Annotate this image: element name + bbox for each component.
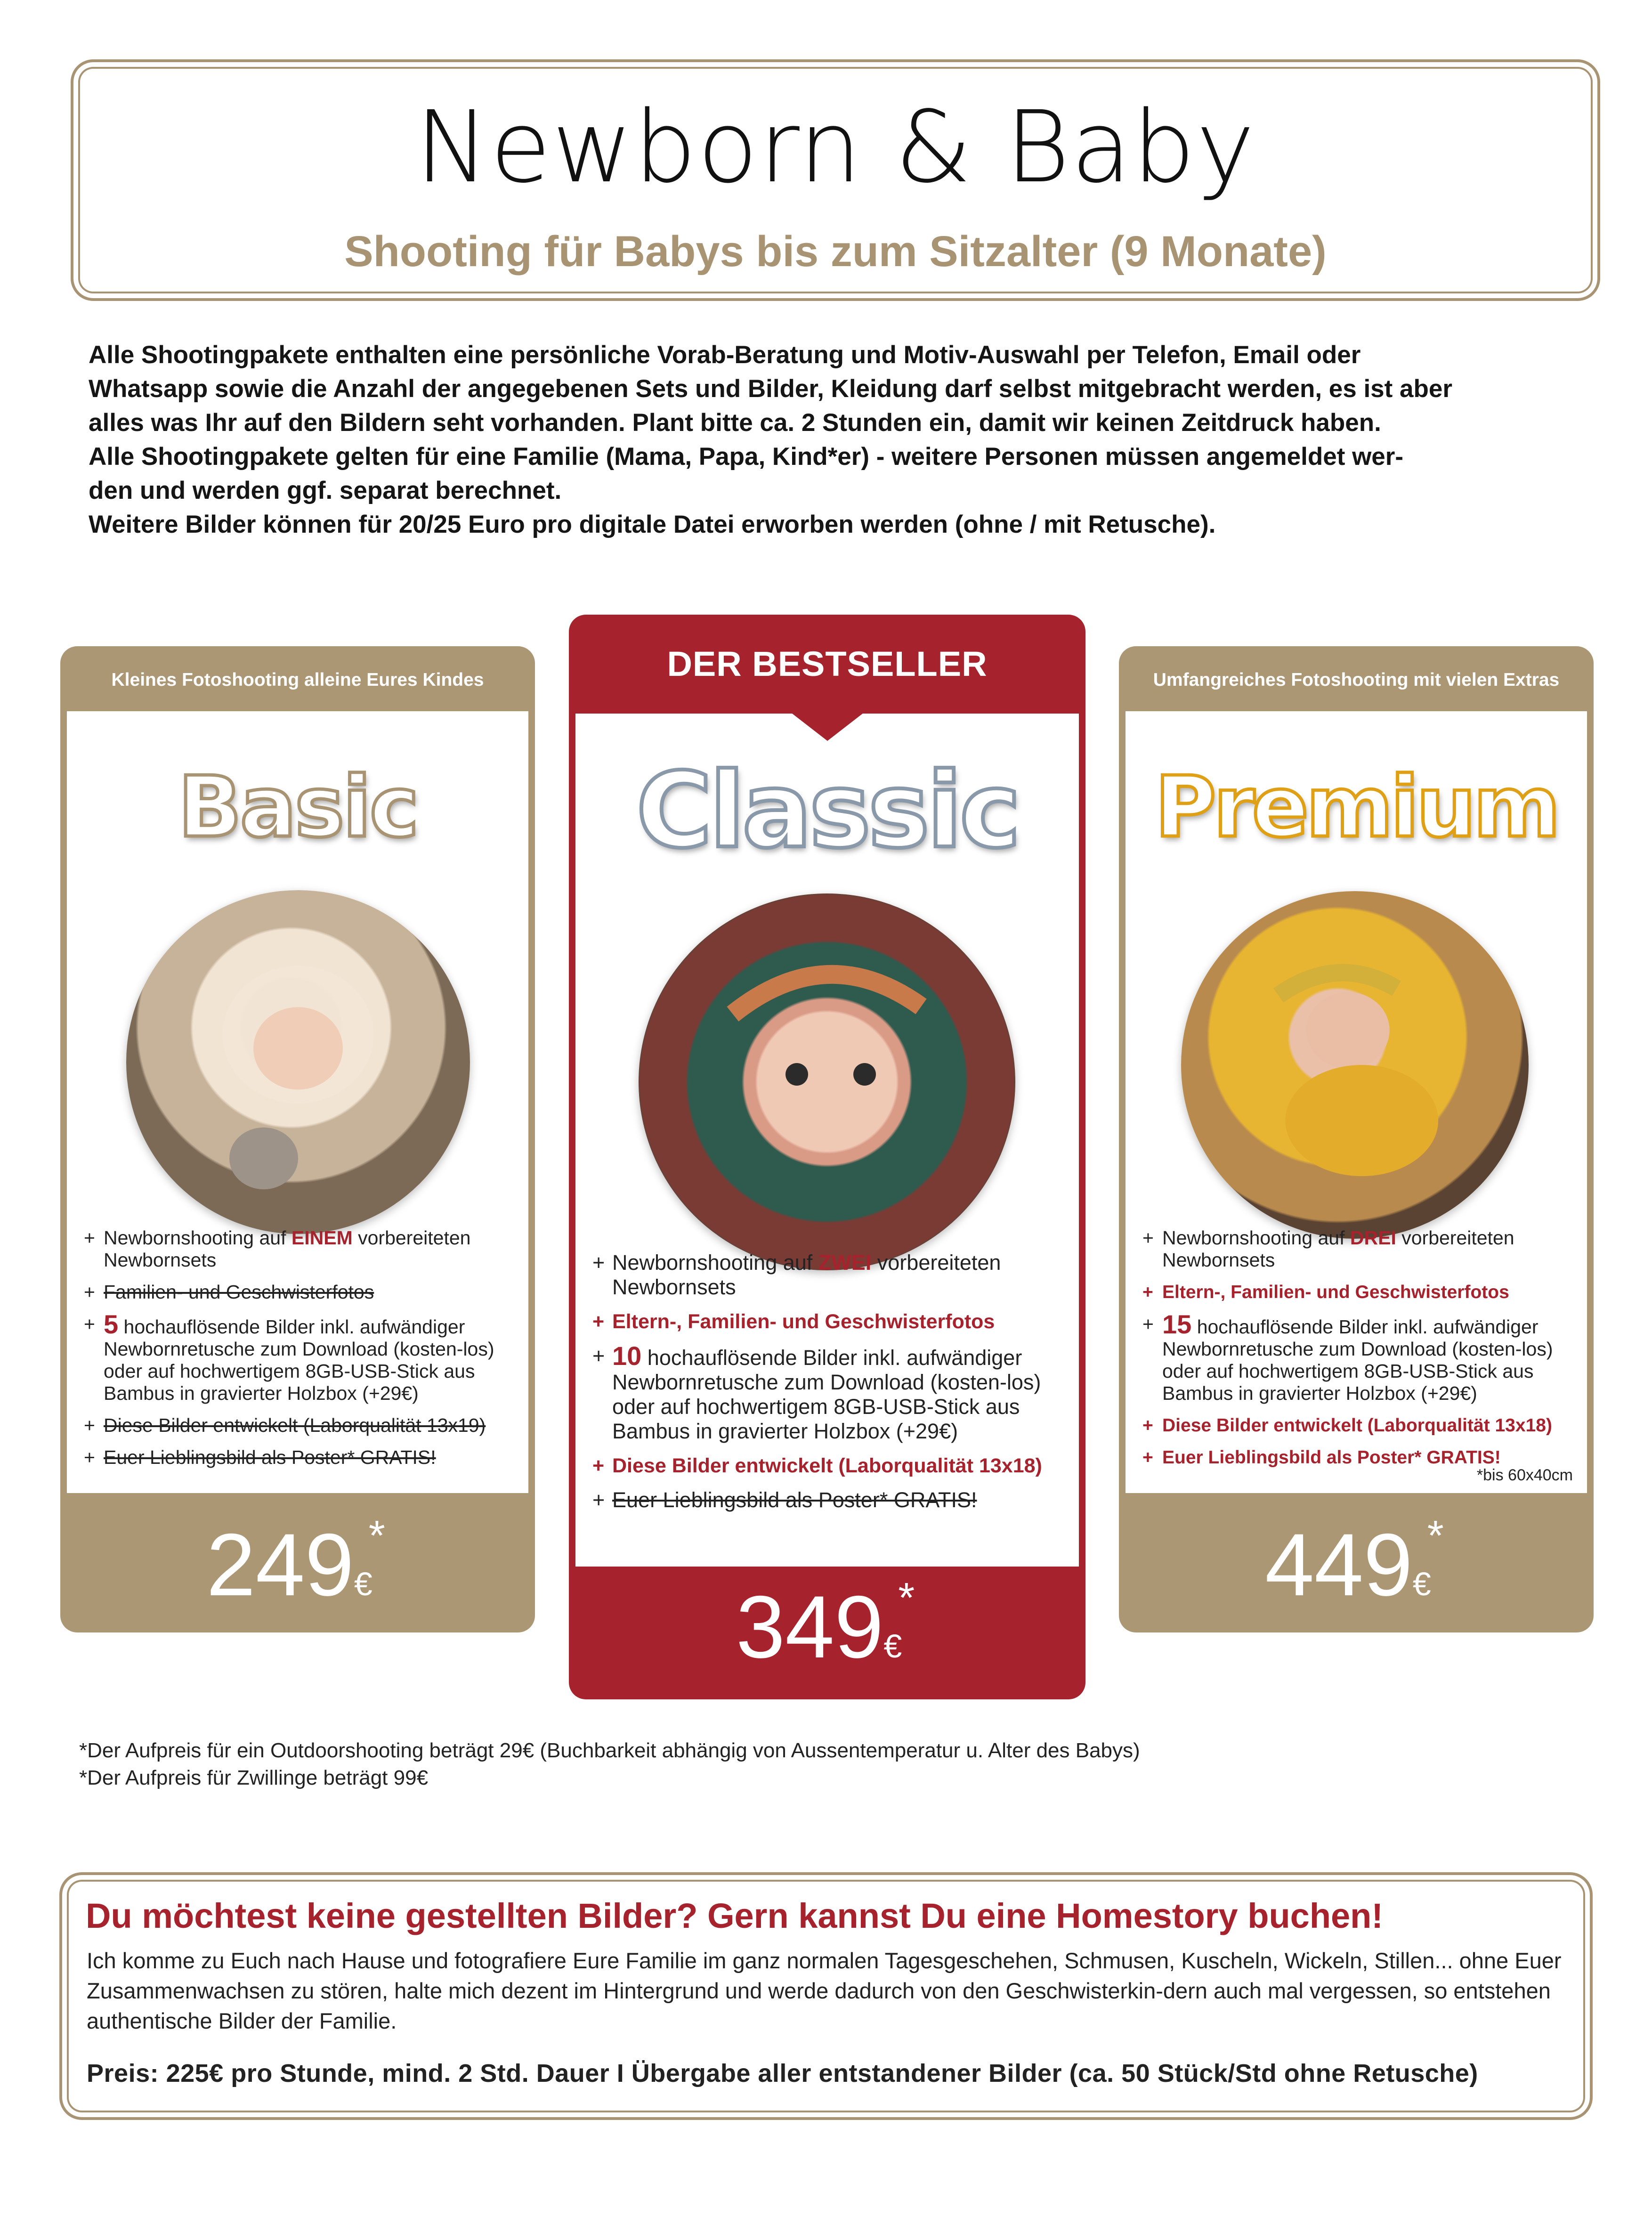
feature-text: vorbereiteten Newbornsets <box>104 1227 471 1271</box>
intro-text <box>89 338 1572 542</box>
feature-text: vorbereiteten Newbornsets <box>612 1251 1001 1299</box>
note-outdoor: *Der Aufpreis für ein Outdoorshooting beträgt 29€ (Buchbarkeit abhängig von Aussentemperatur u. Alter des Babys) <box>79 1739 1140 1762</box>
feature-text: hochauflösende Bilder inkl. aufwändiger Newbornretusche zum Download (kosten-los) oder auf hochwertigem 8GB-USB-Stick aus Bambus in gravierter Holzbox (+29€) <box>612 1346 1041 1443</box>
feature-item-highlight <box>592 1454 1068 1478</box>
feature-text: vorbereiteten Newbornsets <box>1162 1227 1514 1271</box>
plus-icon: + <box>84 1313 95 1335</box>
bestseller-label: DER BESTSELLER <box>667 644 988 683</box>
currency: € <box>354 1566 373 1602</box>
plus-icon: + <box>1142 1282 1153 1302</box>
price-value: 349 <box>736 1577 884 1676</box>
package-panel <box>1126 711 1587 1493</box>
plus-icon: + <box>592 1251 605 1275</box>
homestory-price: Preis: 225€ pro Stunde, mind. 2 Std. Dauer I Übergabe aller entstandener Bilder (ca. 50 Stück/Std ohne Retusche) <box>87 2059 1478 2087</box>
feature-item <box>84 1227 517 1271</box>
plus-icon: + <box>84 1281 95 1303</box>
feature-text: Familien- und Geschwisterfotos <box>104 1281 374 1303</box>
homestory-heading: Du möchtest keine gestellten Bilder? Gern kannst Du eine Homestory buchen! <box>86 1896 1384 1935</box>
homestory-text: Ich komme zu Euch nach Hause und fotografiere Eure Familie im ganz normalen Tagesgeschehen, Schmusen, Kuscheln, Wickeln, Stillen... ohne Euer Zusammenwachsen zu stören, halte mich dezent im Hintergrund und werde dadurch von den Geschwisterkin-dern auch mal vergessen, so entstehen authentische Bilder der Familie. <box>87 1948 1562 2033</box>
package-panel <box>67 711 528 1493</box>
feature-text: hochauflösende Bilder inkl. aufwändiger Newbornretusche zum Download (kosten-los) oder auf hochwertigem 8GB-USB-Stick aus Bambus in gravierter Holzbox (+29€) <box>1162 1316 1553 1404</box>
baby-photo <box>126 890 470 1234</box>
package-card-premium <box>1119 646 1594 1632</box>
price <box>60 1514 535 1616</box>
plus-icon: + <box>592 1344 605 1368</box>
package-name: Classic <box>636 750 1019 871</box>
feature-text: Euer Lieblingsbild als Poster* GRATIS! <box>612 1488 977 1512</box>
price-value: 449 <box>1265 1515 1413 1614</box>
note-twins: *Der Aufpreis für Zwillinge beträgt 99€ <box>79 1766 429 1789</box>
package-card-classic <box>569 615 1085 1699</box>
feature-text: Newbornshooting auf <box>1162 1227 1350 1249</box>
intro-line: Alle Shootingpakete enthalten eine persönliche Vorab-Beratung und Motiv-Auswahl per Telefon, Email oder <box>89 341 1361 369</box>
package-tagline: Umfangreiches Fotoshooting mit vielen Extras <box>1153 670 1560 690</box>
baby-with-flower-crown-photo-icon <box>639 893 1015 1270</box>
feature-text: Eltern-, Familien- und Geschwisterfotos <box>612 1310 995 1333</box>
page-title: Newborn & Baby <box>415 89 1256 205</box>
intro-line: alles was Ihr auf den Bildern seht vorhanden. Plant bitte ca. 2 Stunden ein, damit wir keinen Zeitdruck haben. <box>89 409 1381 437</box>
package-card-basic <box>60 646 535 1632</box>
feature-item <box>1142 1309 1576 1405</box>
feature-item-highlight <box>1142 1414 1576 1437</box>
currency: € <box>1412 1566 1431 1602</box>
plus-icon: + <box>592 1488 605 1512</box>
package-name: Premium <box>1155 758 1558 856</box>
baby-photo <box>1181 891 1529 1239</box>
feature-item-highlight <box>592 1309 1068 1334</box>
price <box>1119 1514 1594 1616</box>
plus-icon: + <box>1142 1313 1154 1335</box>
plus-icon: + <box>84 1446 95 1468</box>
feature-item-excluded <box>84 1281 517 1303</box>
package-tagline: Kleines Fotoshooting alleine Eures Kindes <box>111 670 484 690</box>
feature-item-highlight <box>1142 1446 1576 1469</box>
feature-list <box>592 1251 1068 1522</box>
price-asterisk: * <box>898 1575 915 1622</box>
feature-highlight: DREI <box>1350 1227 1396 1249</box>
feature-text: hochauflösende Bilder inkl. aufwändiger Newbornretusche zum Download (kosten-los) oder auf hochwertigem 8GB-USB-Stick aus Bambus in gravierter Holzbox (+29€) <box>104 1316 494 1404</box>
baby-in-knit-bonnet-photo-icon <box>126 890 470 1234</box>
feature-text: Newbornshooting auf <box>104 1227 292 1249</box>
feature-item <box>592 1341 1068 1444</box>
feature-text: Diese Bilder entwickelt (Laborqualität 13x18) <box>1162 1415 1552 1436</box>
poster-size-note: *bis 60x40cm <box>1476 1466 1573 1484</box>
feature-item <box>1142 1227 1576 1271</box>
price-asterisk: * <box>368 1512 385 1559</box>
plus-icon: + <box>1142 1415 1153 1436</box>
feature-list <box>1142 1227 1576 1478</box>
package-name: Basic <box>178 758 418 856</box>
intro-line: den und werden ggf. separat berechnet. <box>89 477 562 504</box>
package-panel <box>575 714 1079 1567</box>
intro-line: Whatsapp sowie die Anzahl der angegebenen Sets und Bilder, Kleidung darf selbst mitgebracht werden, es ist aber <box>89 375 1452 403</box>
image-count: 10 <box>612 1341 642 1371</box>
plus-icon: + <box>84 1414 95 1436</box>
header-box <box>71 59 1600 301</box>
feature-item-excluded <box>84 1414 517 1437</box>
plus-icon: + <box>84 1227 95 1249</box>
baby-photo <box>639 893 1015 1270</box>
feature-text: Newbornshooting auf <box>612 1251 818 1275</box>
image-count: 15 <box>1162 1309 1192 1339</box>
intro-line: Alle Shootingpakete gelten für eine Familie (Mama, Papa, Kind*er) - weitere Personen müssen angemeldet wer- <box>89 443 1404 471</box>
price-asterisk: * <box>1427 1512 1444 1559</box>
feature-text: Diese Bilder entwickelt (Laborqualität 13x18) <box>612 1454 1042 1477</box>
baby-in-yellow-wrap-photo-icon <box>1181 891 1529 1239</box>
feature-highlight: EINEM <box>291 1227 353 1249</box>
feature-item-excluded <box>84 1446 517 1469</box>
feature-list <box>84 1227 517 1478</box>
plus-icon: + <box>1142 1447 1153 1468</box>
price <box>569 1576 1085 1678</box>
homestory-box <box>59 1872 1593 2120</box>
feature-text: Euer Lieblingsbild als Poster* GRATIS! <box>104 1446 436 1468</box>
bestseller-notch <box>790 712 865 741</box>
feature-item-highlight <box>1142 1281 1576 1303</box>
feature-item-excluded <box>592 1488 1068 1512</box>
intro-line: Weitere Bilder können für 20/25 Euro pro digitale Datei erworben werden (ohne / mit Retusche). <box>89 511 1216 538</box>
feature-text: Diese Bilder entwickelt (Laborqualität 13x19) <box>104 1414 486 1436</box>
plus-icon: + <box>592 1454 605 1477</box>
surcharge-notes <box>79 1737 1140 1792</box>
page-subtitle: Shooting für Babys bis zum Sitzalter (9 Monate) <box>344 227 1327 276</box>
feature-text: Euer Lieblingsbild als Poster* GRATIS! <box>1162 1447 1501 1468</box>
image-count: 5 <box>104 1309 119 1339</box>
feature-highlight: ZWEI <box>818 1251 872 1275</box>
currency: € <box>883 1628 902 1665</box>
feature-item <box>84 1309 517 1405</box>
plus-icon: + <box>592 1310 605 1333</box>
feature-item <box>592 1251 1068 1299</box>
feature-text: Eltern-, Familien- und Geschwisterfotos <box>1162 1282 1509 1302</box>
price-value: 249 <box>206 1515 354 1614</box>
plus-icon: + <box>1142 1227 1154 1249</box>
